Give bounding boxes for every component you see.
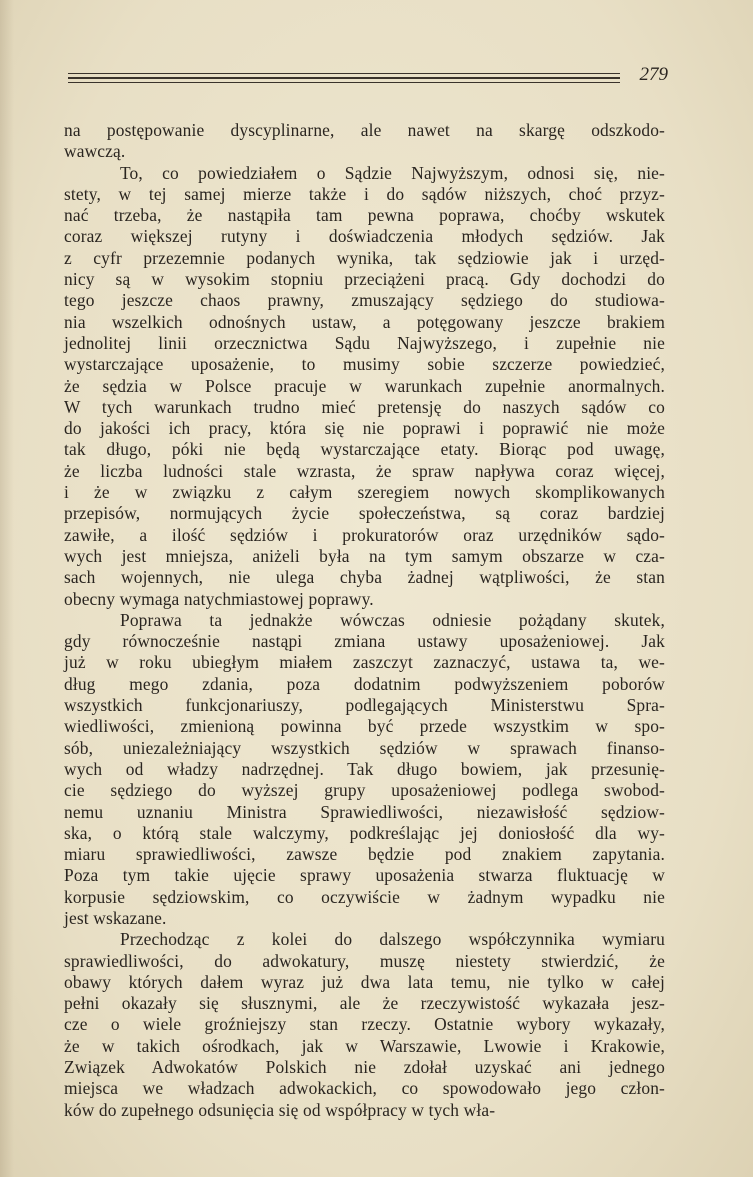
paragraph — [64, 610, 665, 929]
text-line: i że w związku z całym szeregiem nowych skomplikowanych — [64, 482, 665, 503]
text-line: z cyfr przezemnie podanych wynika, tak sędziowie jak i urzęd- — [64, 247, 665, 268]
text-line: korpusie sędziowskim, co oczywiście w żadnym wypadku nie — [64, 886, 665, 907]
text-line: stety, w tej samej mierze także i do sądów niższych, choć przyz- — [64, 183, 665, 204]
text-line: dług mego zdania, poza dodatnim podwyższeniem poborów — [64, 673, 665, 694]
text-line: miaru sprawiedliwości, zawsze będzie pod znakiem zapytania. — [64, 844, 665, 865]
text-line: nicy są w wysokim stopniu przeciążeni pracą. Gdy dochodzi do — [64, 269, 665, 290]
page-edge-shadow — [0, 0, 14, 1177]
text-line: miejsca we władzach adwokackich, co spowodowało jego człon- — [64, 1078, 665, 1099]
text-line: tego jeszcze chaos prawny, zmuszający sędziego do studiowa- — [64, 290, 665, 311]
text-line: wych od władzy nadrzędnej. Tak długo bowiem, jak przesunię- — [64, 758, 665, 779]
text-line: pełni okazały się słusznymi, ale że rzeczywistość wykazała jesz- — [64, 993, 665, 1014]
text-line: wiedliwości, zmienioną powinna być przede wszystkim w spo- — [64, 716, 665, 737]
text-line: sach wojennych, nie ulega chyba żadnej wątpliwości, że stan — [64, 567, 665, 588]
text-line: cze o wiele groźniejszy stan rzeczy. Ostatnie wybory wykazały, — [64, 1014, 665, 1035]
text-line: Poprawa ta jednakże wówczas odniesie pożądany skutek, — [120, 609, 665, 630]
text-line: cie sędziego do wyższej grupy uposażeniowej podlega swobod- — [64, 780, 665, 801]
text-line: obawy których dałem wyraz już dwa lata temu, nie tylko w całej — [64, 971, 665, 992]
text-line: wych jest mniejsza, aniżeli była na tym samym obszarze w cza- — [64, 545, 665, 566]
text-line: To, co powiedziałem o Sądzie Najwyższym, odnosi się, nie- — [120, 162, 665, 183]
text-line: jest wskazane. — [64, 907, 167, 928]
text-line: wystarczające uposażenie, to musimy sobie szczerze powiedzieć, — [64, 354, 665, 375]
text-line: nać trzeba, że nastąpiła tam pewna poprawa, choćby wskutek — [64, 205, 665, 226]
text-line: jednolitej linii orzecznictwa Sądu Najwyższego, i zupełnie nie — [64, 332, 665, 353]
text-line: Poza tym takie ujęcie sprawy uposażenia stwarza fluktuację w — [64, 865, 665, 886]
text-line: nemu uznaniu Ministra Sprawiedliwości, niezawisłość sędziow- — [64, 801, 665, 822]
header-rule — [68, 77, 620, 79]
text-line: coraz większej rutyny i doświadczenia młodych sędziów. Jak — [64, 226, 665, 247]
running-head — [68, 60, 668, 96]
text-line: że sędzia w Polsce pracuje w warunkach zupełnie anormalnych. — [64, 375, 665, 396]
text-line: tak długo, póki nie będą wystarczające etaty. Biorąc pod uwagę, — [64, 439, 665, 460]
paragraph — [64, 929, 665, 1121]
text-line: Przechodząc z kolei do dalszego współczynnika wymiaru — [120, 929, 665, 950]
text-line: W tych warunkach trudno mieć pretensję do naszych sądów co — [64, 396, 665, 417]
text-line: przepisów, normujących życie społeczeństwa, są coraz bardziej — [64, 503, 665, 524]
text-line: że liczba ludności stale wzrasta, że spraw napływa coraz więcej, — [64, 460, 665, 481]
text-line: do jakości ich pracy, która się nie poprawi i poprawić nie może — [64, 418, 665, 439]
text-line: Związek Adwokatów Polskich nie zdołał uzyskać ani jednego — [64, 1057, 665, 1078]
text-line: już w roku ubiegłym miałem zaszczyt zaznaczyć, ustawa ta, we- — [64, 652, 665, 673]
paragraph — [64, 163, 665, 610]
header-rule — [68, 82, 620, 83]
text-line: sprawiedliwości, do adwokatury, muszę niestety stwierdzić, że — [64, 950, 665, 971]
text-line: zawiłe, a ilość sędziów i prokuratorów oraz urzędników sądo- — [64, 524, 665, 545]
text-line: ska, o którą stale walczymy, podkreślając jej doniosłość dla wy- — [64, 822, 665, 843]
page-number: 279 — [639, 64, 668, 85]
header-rule — [68, 73, 620, 74]
text-line: wszystkich funkcjonariuszy, podlegających Ministerstwu Spra- — [64, 695, 665, 716]
text-line: wawczą. — [64, 141, 126, 162]
text-line: nia wszelkich odnośnych ustaw, a potęgowany jeszcze brakiem — [64, 311, 665, 332]
text-line: że w takich ośrodkach, jak w Warszawie, Lwowie i Krakowie, — [64, 1035, 665, 1056]
text-line: na postępowanie dyscyplinarne, ale nawet na skargę odszkodo- — [64, 120, 665, 140]
text-line: obecny wymaga natychmiastowej poprawy. — [64, 588, 374, 609]
text-line: ków do zupełnego odsunięcia się od współpracy w tych wła- — [64, 1099, 496, 1120]
paragraph — [64, 120, 665, 163]
text-line: sób, uniezależniający wszystkich sędziów w sprawach finanso- — [64, 737, 665, 758]
body-text — [64, 120, 665, 1121]
text-line: gdy równocześnie nastąpi zmiana ustawy uposażeniowej. Jak — [64, 631, 665, 652]
